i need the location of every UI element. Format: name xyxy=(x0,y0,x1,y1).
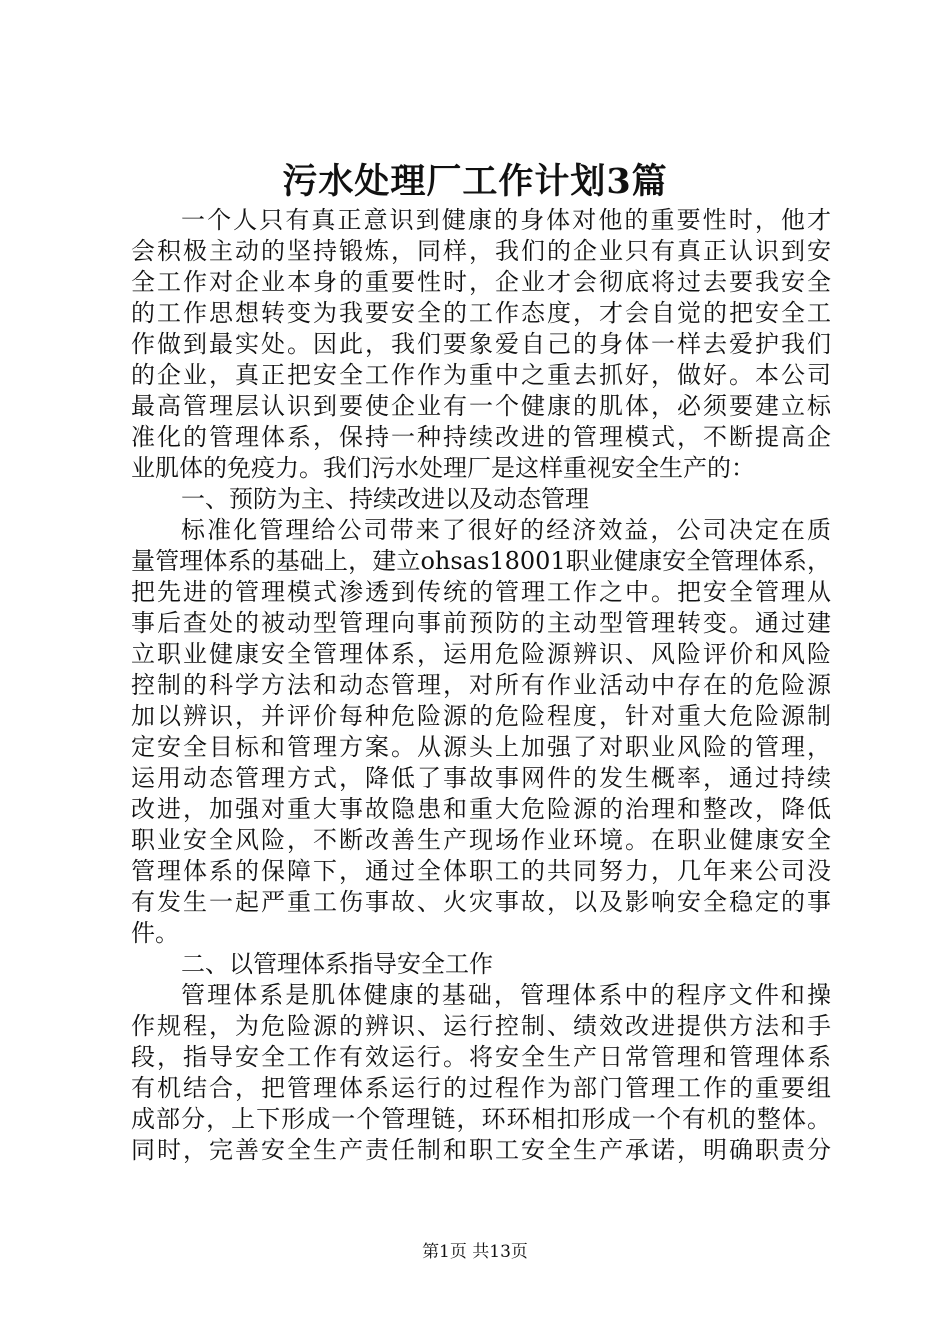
paragraph-line: 改进，加强对重大事故隐患和重大危险源的治理和整改，降低 xyxy=(131,795,831,823)
paragraph-line: 事后查处的被动型管理向事前预防的主动型管理转变。通过建 xyxy=(131,609,831,637)
paragraph-line: 量管理体系的基础上，建立ohsas18001职业健康安全管理体系， xyxy=(131,547,831,575)
paragraph-line: 全工作对企业本身的重要性时，企业才会彻底将过去要我安全 xyxy=(131,268,831,296)
paragraph-line: 管理体系的保障下，通过全体职工的共同努力，几年来公司没 xyxy=(131,857,831,885)
paragraph-line: 同时，完善安全生产责任制和职工安全生产承诺，明确职责分 xyxy=(131,1136,831,1164)
document-body xyxy=(131,205,831,1166)
paragraph-line: 有机结合，把管理体系运行的过程作为部门管理工作的重要组 xyxy=(131,1074,831,1102)
paragraph-line: 成部分，上下形成一个管理链，环环相扣形成一个有机的整体。 xyxy=(131,1105,831,1133)
paragraph-line: 的工作思想转变为我要安全的工作态度，才会自觉的把安全工 xyxy=(131,299,831,327)
paragraph-line: 运用动态管理方式，降低了事故事网件的发生概率，通过持续 xyxy=(131,764,831,792)
paragraph-line: 件。 xyxy=(131,919,179,947)
section-heading: 二、以管理体系指导安全工作 xyxy=(181,950,493,978)
paragraph-line: 的企业，真正把安全工作作为重中之重去抓好，做好。本公司 xyxy=(131,361,831,389)
paragraph-line: 最高管理层认识到要使企业有一个健康的肌体，必须要建立标 xyxy=(131,392,831,420)
paragraph-line: 业肌体的免疫力。我们污水处理厂是这样重视安全生产的： xyxy=(131,454,755,482)
paragraph-line: 管理体系是肌体健康的基础，管理体系中的程序文件和操 xyxy=(181,981,831,1009)
section-heading: 一、预防为主、持续改进以及动态管理 xyxy=(181,485,589,513)
paragraph-line: 标准化管理给公司带来了很好的经济效益，公司决定在质 xyxy=(181,516,831,544)
paragraph-line: 把先进的管理模式渗透到传统的管理工作之中。把安全管理从 xyxy=(131,578,831,606)
paragraph-line: 一个人只有真正意识到健康的身体对他的重要性时，他才 xyxy=(181,206,831,234)
paragraph-line: 职业安全风险，不断改善生产现场作业环境。在职业健康安全 xyxy=(131,826,831,854)
paragraph-line: 定安全目标和管理方案。从源头上加强了对职业风险的管理， xyxy=(131,733,831,761)
page-footer: 第1页 共13页 xyxy=(422,1242,528,1262)
paragraph-line: 准化的管理体系，保持一种持续改进的管理模式，不断提高企 xyxy=(131,423,831,451)
paragraph-line: 有发生一起严重工伤事故、火灾事故，以及影响安全稳定的事 xyxy=(131,888,831,916)
paragraph-line: 作做到最实处。因此，我们要象爱自己的身体一样去爱护我们 xyxy=(131,330,831,358)
paragraph-line: 会积极主动的坚持锻炼，同样，我们的企业只有真正认识到安 xyxy=(131,237,831,265)
paragraph-line: 立职业健康安全管理体系，运用危险源辨识、风险评价和风险 xyxy=(131,640,831,668)
document-title: 污水处理厂工作计划3篇 xyxy=(282,161,668,202)
paragraph-line: 段，指导安全工作有效运行。将安全生产日常管理和管理体系 xyxy=(131,1043,831,1071)
paragraph-line: 作规程，为危险源的辨识、运行控制、绩效改进提供方法和手 xyxy=(131,1012,831,1040)
paragraph-line: 加以辨识，并评价每种危险源的危险程度，针对重大危险源制 xyxy=(131,702,831,730)
paragraph-line: 控制的科学方法和动态管理，对所有作业活动中存在的危险源 xyxy=(131,671,831,699)
